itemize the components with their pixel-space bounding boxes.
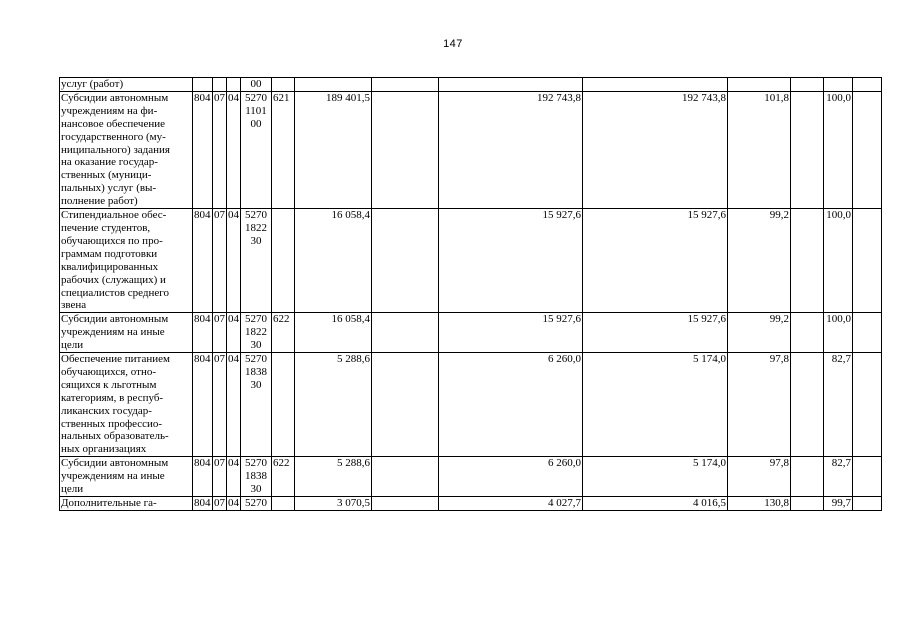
page-number: 147 (443, 38, 463, 50)
section-code: 07 (213, 209, 227, 313)
ministry-code: 804 (193, 353, 213, 457)
spacer-cell (372, 497, 439, 511)
value-executed: 5 174,0 (583, 353, 728, 457)
target-article-line: 00 (250, 78, 262, 90)
value-refined: 15 927,6 (439, 313, 583, 353)
row-name-line: учреждениям на иные (61, 470, 165, 483)
target-article-line: 5270 (245, 91, 267, 104)
ministry-code: 804 (193, 209, 213, 313)
target-article-line: 5270 (245, 353, 267, 366)
expense-type-code: 622 (272, 313, 295, 353)
spacer-cell (791, 209, 824, 313)
spacer-cell (372, 457, 439, 497)
target-article-line: 30 (250, 378, 262, 391)
subsection-code: 04 (227, 457, 241, 497)
ministry-code: 804 (193, 91, 213, 208)
expense-type-code (272, 497, 295, 511)
row-name-line: пальных) услуг (вы- (61, 182, 157, 195)
percent-execution-1 (728, 78, 791, 92)
target-article-line: 5270 (245, 497, 267, 509)
target-article-line: 1822 (245, 221, 267, 234)
value-executed: 192 743,8 (583, 91, 728, 208)
row-name-line: ниципального) задания (61, 143, 170, 156)
row-name (60, 78, 193, 92)
subsection-code: 04 (227, 209, 241, 313)
row-name (60, 209, 193, 313)
table-row (60, 497, 882, 511)
value-executed: 15 927,6 (583, 209, 728, 313)
spacer-cell (791, 497, 824, 511)
spacer-cell (791, 313, 824, 353)
budget-table (59, 77, 882, 511)
percent-execution-2 (824, 78, 853, 92)
row-name-line: цели (61, 339, 84, 352)
ministry-code: 804 (194, 497, 211, 509)
expense-type-code: 621 (272, 91, 295, 208)
row-name-line: ных организациях (61, 443, 147, 456)
ministry-code (193, 78, 213, 92)
percent-execution-1: 101,8 (728, 91, 791, 208)
spacer-cell (791, 78, 824, 92)
target-article-line: 5270 (245, 209, 267, 222)
row-name (60, 91, 193, 208)
row-name-line: услуг (работ) (61, 78, 124, 90)
ministry-code: 804 (193, 313, 213, 353)
subsection-code: 04 (227, 353, 241, 457)
percent-execution-2: 100,0 (824, 313, 853, 353)
target-article-line: 5270 (245, 457, 267, 470)
target-article-code (241, 78, 272, 92)
expense-type-code (272, 78, 295, 92)
target-article-code (241, 457, 272, 497)
spacer-cell (853, 457, 882, 497)
percent-execution-1: 99,2 (728, 313, 791, 353)
expense-type-code (272, 209, 295, 313)
expense-type-code: 622 (272, 457, 295, 497)
value-executed (583, 78, 728, 92)
row-name-line: учреждениям на фи- (61, 104, 158, 117)
section-code: 07 (213, 313, 227, 353)
value-refined (439, 78, 583, 92)
percent-execution-2: 82,7 (824, 457, 853, 497)
target-article-line: 5270 (245, 313, 267, 326)
spacer-cell (853, 353, 882, 457)
table-row (60, 91, 882, 208)
target-article-line: 30 (250, 234, 262, 247)
row-name-line: Субсидии автономным (61, 313, 169, 326)
target-article-code (241, 209, 272, 313)
section-code: 07 (213, 91, 227, 208)
row-name-line: ликанских государ- (61, 404, 152, 417)
value-refined: 4 027,7 (439, 497, 583, 511)
row-name (60, 353, 193, 457)
row-name-line: категориям, в респуб- (61, 391, 164, 404)
section-code: 07 (214, 497, 225, 509)
value-approved: 5 288,6 (295, 353, 372, 457)
value-approved (295, 78, 372, 92)
value-approved: 3 070,5 (295, 497, 372, 511)
spacer-cell (853, 497, 882, 511)
spacer-cell (853, 78, 882, 92)
row-name (60, 457, 193, 497)
row-name-line: Обеспечение питанием (61, 353, 170, 366)
value-refined: 6 260,0 (439, 457, 583, 497)
percent-execution-1: 130,8 (728, 497, 791, 511)
row-name-line: ственных (муници- (61, 169, 152, 182)
subsection-code: 04 (227, 91, 241, 208)
table-row (60, 313, 882, 353)
value-executed: 15 927,6 (583, 313, 728, 353)
spacer-cell (853, 91, 882, 208)
spacer-cell (791, 91, 824, 208)
row-name-line: квалифицированных (61, 260, 159, 273)
value-refined: 15 927,6 (439, 209, 583, 313)
row-name-line: Дополнительные га- (61, 497, 157, 509)
target-article-line: 30 (250, 339, 262, 352)
value-executed: 4 016,5 (583, 497, 728, 511)
row-name-line: ственных профессио- (61, 417, 163, 430)
ministry-code: 804 (193, 457, 213, 497)
percent-execution-2: 99,7 (824, 497, 853, 511)
row-name (60, 497, 193, 511)
subsection-code: 04 (227, 313, 241, 353)
row-name-line: граммам подготовки (61, 247, 158, 260)
row-name-line: нальных образователь- (61, 430, 169, 443)
section-code: 07 (213, 353, 227, 457)
section-code (213, 78, 227, 92)
row-name-line: звена (61, 299, 87, 312)
spacer-cell (853, 209, 882, 313)
expense-type-code (272, 353, 295, 457)
row-name-line: печение студентов, (61, 221, 151, 234)
target-article-line: 1101 (245, 104, 267, 117)
row-name-line: сящихся к льготным (61, 378, 157, 391)
subsection-code: 04 (228, 497, 239, 509)
table-row (60, 353, 882, 457)
table-row (60, 209, 882, 313)
row-name-line: полнение работ) (61, 195, 138, 208)
target-article-code (241, 353, 272, 457)
target-article-code (241, 91, 272, 208)
target-article-line: 00 (250, 117, 262, 130)
target-article-line: 1838 (245, 470, 267, 483)
percent-execution-2: 82,7 (824, 353, 853, 457)
table-row (60, 78, 882, 92)
row-name-line: специалистов среднего (61, 286, 169, 299)
row-name-line: Стипендиальное обес- (61, 209, 167, 222)
row-name-line: Субсидии автономным (61, 457, 169, 470)
value-approved: 16 058,4 (295, 313, 372, 353)
spacer-cell (853, 313, 882, 353)
target-article-line: 1822 (245, 326, 267, 339)
section-code: 07 (213, 457, 227, 497)
row-name-line: нансовое обеспечение (61, 117, 165, 130)
row-name-line: цели (61, 483, 84, 496)
percent-execution-2: 100,0 (824, 209, 853, 313)
target-article-line: 1838 (245, 365, 267, 378)
value-executed: 5 174,0 (583, 457, 728, 497)
value-refined: 6 260,0 (439, 353, 583, 457)
row-name-line: учреждениям на иные (61, 326, 165, 339)
target-article-line: 30 (250, 483, 262, 496)
spacer-cell (372, 91, 439, 208)
row-name (60, 313, 193, 353)
spacer-cell (372, 313, 439, 353)
spacer-cell (372, 78, 439, 92)
value-approved: 5 288,6 (295, 457, 372, 497)
value-approved: 16 058,4 (295, 209, 372, 313)
subsection-code (227, 78, 241, 92)
row-name-line: на оказание государ- (61, 156, 158, 169)
percent-execution-1: 97,8 (728, 457, 791, 497)
spacer-cell (372, 353, 439, 457)
row-name-line: обучающихся, отно- (61, 365, 157, 378)
spacer-cell (791, 353, 824, 457)
percent-execution-1: 99,2 (728, 209, 791, 313)
target-article-code (241, 497, 272, 511)
row-name-line: обучающихся по про- (61, 234, 163, 247)
table-row (60, 457, 882, 497)
value-approved: 189 401,5 (295, 91, 372, 208)
row-name-line: государственного (му- (61, 130, 166, 143)
table-body (60, 78, 882, 511)
percent-execution-1: 97,8 (728, 353, 791, 457)
value-refined: 192 743,8 (439, 91, 583, 208)
spacer-cell (372, 209, 439, 313)
spacer-cell (791, 457, 824, 497)
row-name-line: Субсидии автономным (61, 91, 169, 104)
target-article-code (241, 313, 272, 353)
row-name-line: рабочих (служащих) и (61, 273, 166, 286)
percent-execution-2: 100,0 (824, 91, 853, 208)
